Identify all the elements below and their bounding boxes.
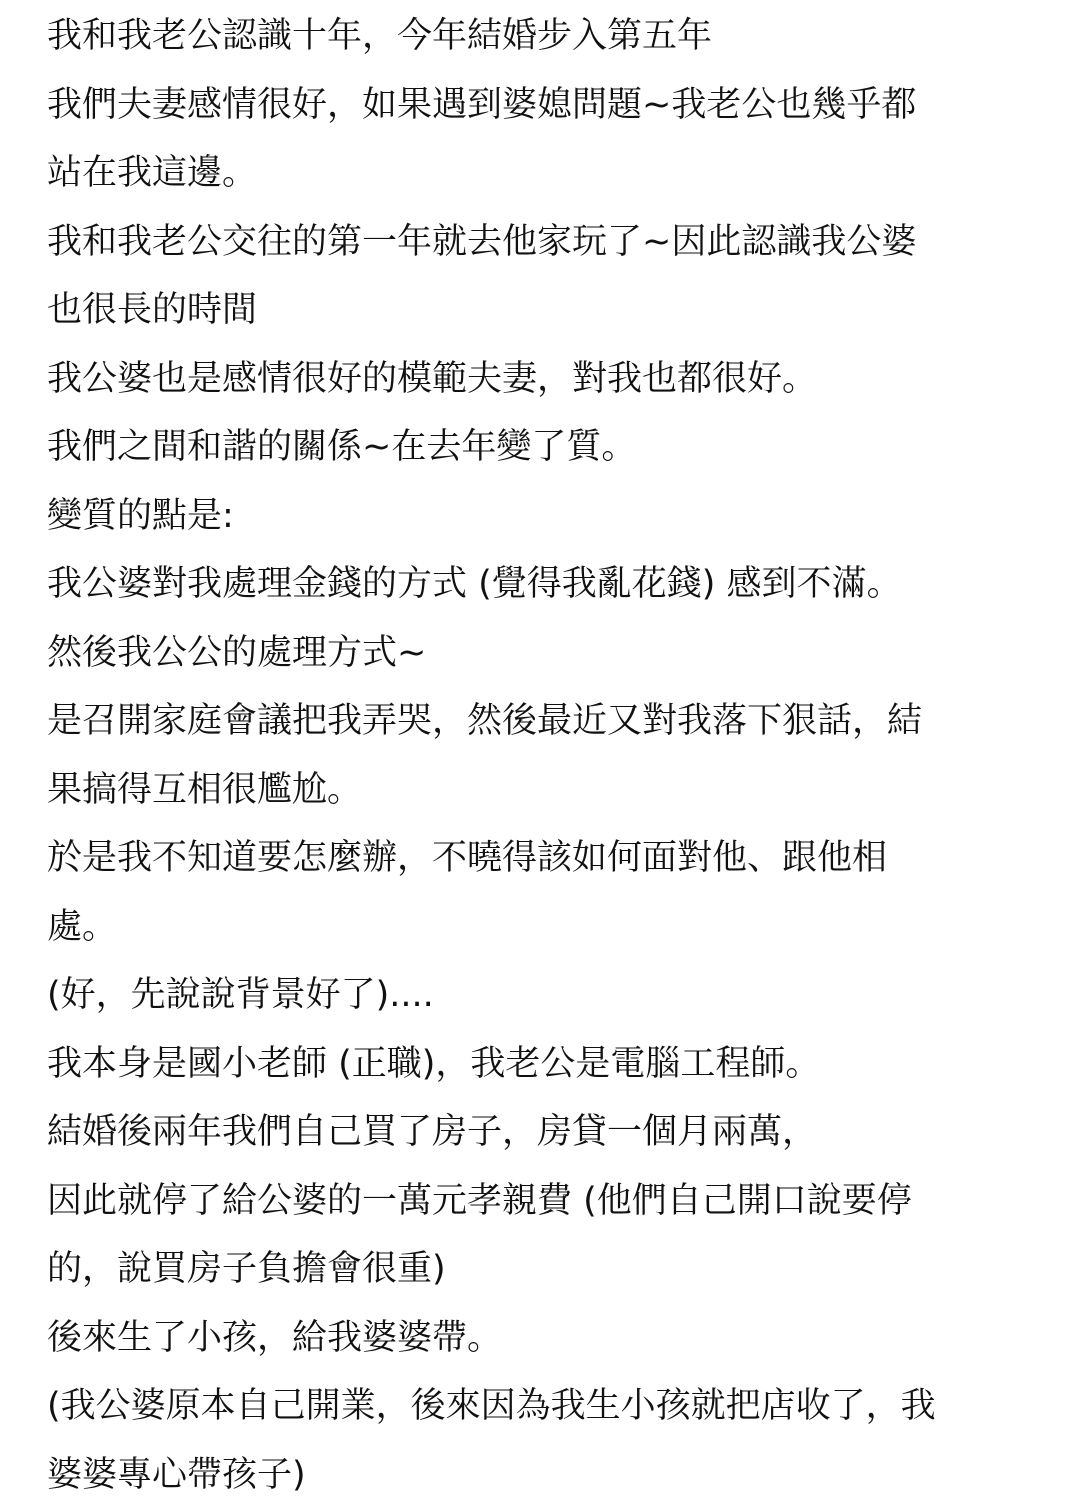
text-line: 的，說買房子負擔會很重) — [47, 1235, 1047, 1304]
text-line: 我本身是國小老師 (正職)，我老公是電腦工程師。 — [47, 1030, 1047, 1099]
text-line: 婆婆專心帶孩子) — [47, 1441, 1047, 1509]
text-line: (我公婆原本自己開業，後來因為我生小孩就把店收了，我 — [47, 1372, 1047, 1441]
text-line: 我們夫妻感情很好，如果遇到婆媳問題~我老公也幾乎都 — [47, 71, 1047, 140]
post-body — [47, 2, 1047, 1509]
text-line: 也很長的時間 — [47, 276, 1047, 345]
text-line: 後來生了小孩，給我婆婆帶。 — [47, 1304, 1047, 1373]
text-line: 我公婆也是感情很好的模範夫妻，對我也都很好。 — [47, 345, 1047, 414]
text-line: 果搞得互相很尷尬。 — [47, 756, 1047, 825]
text-line: 站在我這邊。 — [47, 139, 1047, 208]
text-line: 結婚後兩年我們自己買了房子，房貸一個月兩萬， — [47, 1098, 1047, 1167]
text-line: 我們之間和諧的關係~在去年變了質。 — [47, 413, 1047, 482]
text-line: 我和我老公認識十年，今年結婚步入第五年 — [47, 2, 1047, 71]
text-line: 我公婆對我處理金錢的方式 (覺得我亂花錢) 感到不滿。 — [47, 550, 1047, 619]
text-line: 我和我老公交往的第一年就去他家玩了~因此認識我公婆 — [47, 208, 1047, 277]
text-line: 然後我公公的處理方式~ — [47, 619, 1047, 688]
text-line: 處。 — [47, 893, 1047, 962]
text-line: 是召開家庭會議把我弄哭，然後最近又對我落下狠話，結 — [47, 687, 1047, 756]
text-line: (好，先說說背景好了).... — [47, 961, 1047, 1030]
text-line: 因此就停了給公婆的一萬元孝親費 (他們自己開口說要停 — [47, 1167, 1047, 1236]
text-line: 變質的點是: — [47, 482, 1047, 551]
text-line: 於是我不知道要怎麼辦，不曉得該如何面對他、跟他相 — [47, 824, 1047, 893]
